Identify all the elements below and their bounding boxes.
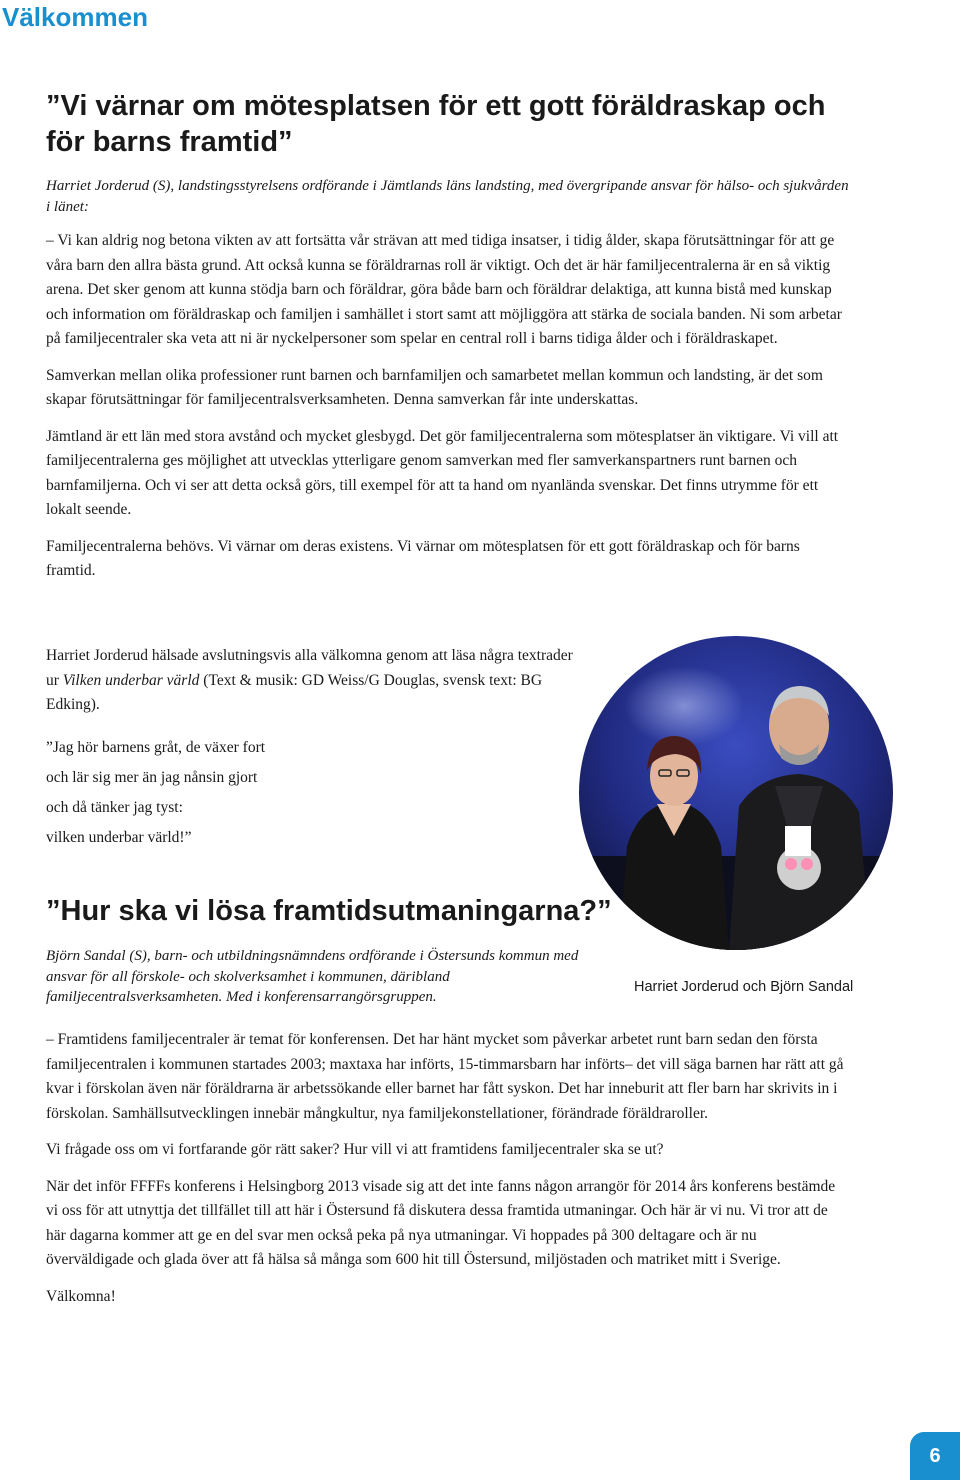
closing-text-before: Harriet Jorderud hälsade avslutningsvis alla välkomna genom att läsa några textrader ur	[46, 647, 573, 689]
article1-paragraph: Jämtland är ett län med stora avstånd och mycket glesbygd. Det gör familjecentralerna som mötesplatser än viktigare. Vi vill att familjecentralerna ges möjlighet att utvecklas ytterligare genom samverkan med fler samverkanspartners runt barnen och barnfamiljerna. Och vi ser att detta också görs, till exempel för att ta hand om nyanlända svenskar. Det finns utrymme för ett lokalt seende.	[46, 427, 839, 518]
article1-paragraph: Samverkan mellan olika professioner runt barnen och barnfamiljen och samarbetet mellan kommun och landsting, är det som skapar förutsättningar för familjecentralsverksamheten. Denna samverkan får inte underskattas.	[46, 366, 823, 408]
article2-headline: ”Hur ska vi lösa framtidsutmaningarna?”	[46, 895, 612, 927]
verse-line: vilken underbar värld!”	[46, 829, 192, 846]
verse-line: ”Jag hör barnens gråt, de växer fort	[46, 739, 266, 756]
article1-byline: Harriet Jorderud (S), landstingsstyrelsens ordförande i Jämtlands läns landsting, med övergripande ansvar för hälso- och sjukvården i länet:	[46, 178, 849, 215]
song-verse	[46, 733, 446, 853]
closing-text-after: (Text & musik: GD Weiss/G Douglas, svensk text: BG Edking).	[46, 671, 543, 713]
article2-body	[46, 1028, 846, 1321]
article2-paragraph: – Framtidens familjecentraler är temat för konferensen. Det har hänt mycket som påverkar arbetet runt barn sedan den första familjecentralen i kommunen startades 2003; maxtaxa har införts, 15-timmarsbarn har införts– det vill säga barnen har rätt att gå kvar i förskolan även när föräldrarna är arbetssökande eller barnet har fått syskon. Det har inneburit att fler barn har skrivits in i förskolan. Samhällsutvecklingen innebär mångkultur, nya familjekonstellationer, förändrade föräldraroller.	[46, 1031, 844, 1122]
photo-caption: Harriet Jorderud och Björn Sandal	[634, 979, 854, 995]
closing-paragraph	[46, 644, 576, 718]
article1-paragraph: Familjecentralerna behövs. Vi värnar om deras existens. Vi värnar om mötesplatsen för ett gott föräldraskap och för barns framtid.	[46, 537, 800, 579]
page-number: 6	[910, 1432, 960, 1480]
article1-headline: ”Vi värnar om mötesplatsen för ett gott föräldraskap och för barns framtid”	[46, 90, 826, 158]
article1-closing	[46, 644, 576, 730]
section-label: Välkommen	[2, 2, 148, 32]
verse-line: och lär sig mer än jag nånsin gjort	[46, 769, 258, 786]
article2-paragraph: Vi frågade oss om vi fortfarande gör rätt saker? Hur vill vi att framtidens familjecentraler ska se ut?	[46, 1141, 664, 1158]
article1-paragraph: – Vi kan aldrig nog betona vikten av att fortsätta vår strävan att med tidiga insatser, i tidig ålder, skapa förutsättningar för att ge våra barn den allra bästa grund. Att också kunna se föräldrarnas roll är viktigt. Och det är här familjecentralerna är en så viktig arena. Det sker genom att kunna stödja barn och föräldrar, göra både barn och föräldrar delaktiga, att kunna bistå med kunskap och information om föräldraskap och familjen i samhället i stort samt att möjliggöra att stärka de sociala banden. Ni som arbetar på familjecentraler ska veta att ni är nyckelpersoner som spelar en central roll i barns tidiga ålder och i föräldraskapet.	[46, 232, 842, 347]
article2-paragraph: När det inför FFFFs konferens i Helsingborg 2013 visade sig att det inte fanns någon arrangör för 2014 års konferens bestämde vi oss för att utnyttja det tillfället till att här i Östersund få diskutera dessa framtida utmaningar. Och här är vi nu. Vi tror att de här dagarna kommer att ge en del svar men också peka på nya utmaningar. Vi hoppades på 300 deltagare och är nu överväldigade och glada över att få hälsa så många som 600 hit till Östersund, miljöstaden och matriket mitt i Sverige.	[46, 1177, 836, 1268]
article2-byline: Björn Sandal (S), barn- och utbildningsnämndens ordförande i Östersunds kommun med ansvar för all förskole- och skolverksamhet i kommunen, däribland familjecentralsverksamheten. Med i konferensarrangörsgruppen.	[46, 948, 579, 1005]
verse-line: och då tänker jag tyst:	[46, 799, 183, 816]
song-title: Vilken underbar värld	[62, 671, 200, 689]
article2-paragraph: Välkomna!	[46, 1287, 116, 1305]
article1-body	[46, 229, 846, 596]
